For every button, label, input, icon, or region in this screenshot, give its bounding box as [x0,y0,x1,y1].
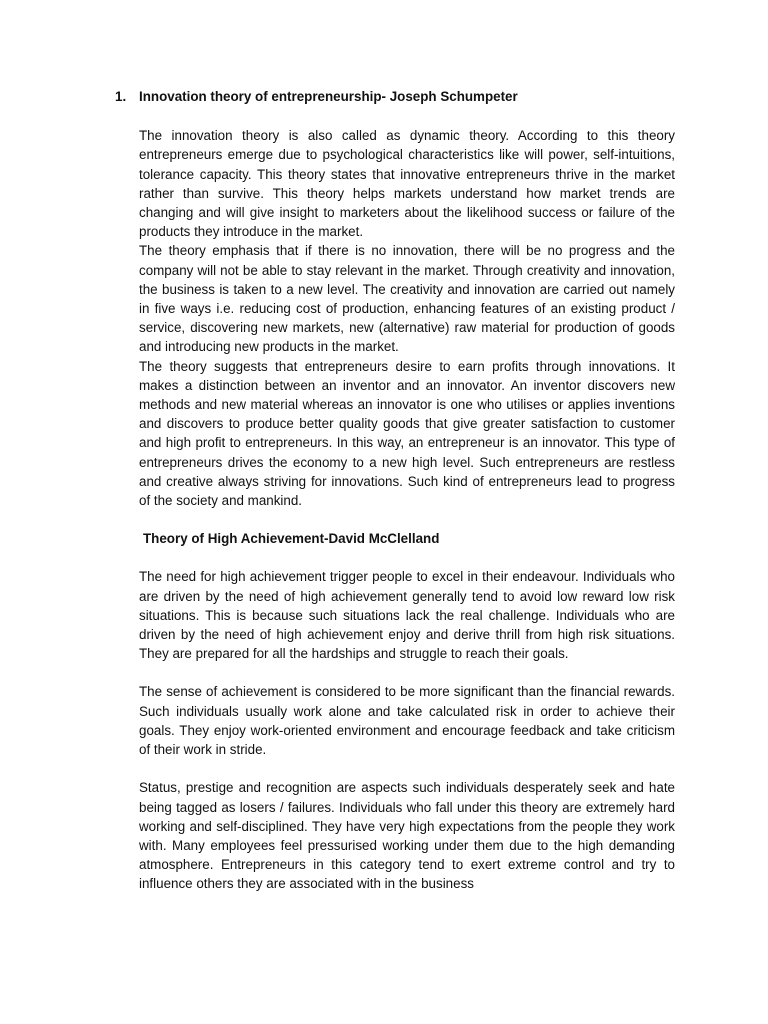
section-1-paragraph-1: The innovation theory is also called as dynamic theory. According to this theory entrepreneurs emerge due to psychological characteristics like will power, self-intuitions, tolerance capacity. This theory states that innovative entrepreneurs thrive in the market rather than survive. This theory helps markets understand how market trends are changing and will give insight to marketers about the likelihood success or failure of the products they introduce in the market. [139,128,675,240]
section-2-paragraph-3: Status, prestige and recognition are aspects such individuals desperately seek and hate being tagged as losers / failures. Individuals who fall under this theory are extremely hard working and self-disciplined. They have very high expectations from the people they work with. Many employees feel pressurised working under them due to the high demanding atmosphere. Entrepreneurs in this category tend to exert extreme control and try to influence others they are associated with in the business [139,780,675,892]
section-1-heading [115,87,675,106]
section-1-number: 1. [115,89,127,104]
section-1-paragraph-3: The theory suggests that entrepreneurs desire to earn profits through innovations. It makes a distinction between an inventor and an innovator. An inventor discovers new methods and new material whereas an innovator is one who utilises or applies inventions and discovers to produce better quality goods that give greater satisfaction to customer and high profit to entrepreneurs. In this way, an entrepreneur is an innovator. This type of entrepreneurs drives the economy to a new high level. Such entrepreneurs are restless and creative always striving for innovations. Such kind of entrepreneurs lead to progress of the society and mankind. [139,358,675,509]
spacer [139,759,675,778]
spacer [139,510,675,529]
section-2-title: Theory of High Achievement-David McClelland [143,531,440,547]
section-1-paragraph-2: The theory emphasis that if there is no innovation, there will be no progress and the company will not be able to stay relevant in the market. Through creativity and innovation, the business is taken to a new level. The creativity and innovation are carried out namely in five ways i.e. reducing cost of production, enhancing features of an existing product / service, discovering new markets, new (alternative) raw material for production of goods and introducing new products in the market. [139,243,675,355]
spacer [139,106,675,126]
section-1-title: Innovation theory of entrepreneurship- Joseph Schumpeter [139,89,518,104]
section-2-paragraph-1: The need for high achievement trigger people to excel in their endeavour. Individuals who are driven by the need of high achievement generally tend to avoid low reward low risk situations. This is because such situations lack the real challenge. Individuals who are driven by the need of high achievement enjoy and derive thrill from high risk situations. They are prepared for all the hardships and struggle to reach their goals. [139,569,675,662]
spacer [139,663,675,682]
spacer [139,548,675,567]
document-content [115,87,675,894]
section-2-paragraph-2: The sense of achievement is considered to be more significant than the financial rewards. Such individuals usually work alone and take calculated risk in order to achieve their goals. They enjoy work-oriented environment and encourage feedback and take criticism of their work in stride. [139,684,675,758]
